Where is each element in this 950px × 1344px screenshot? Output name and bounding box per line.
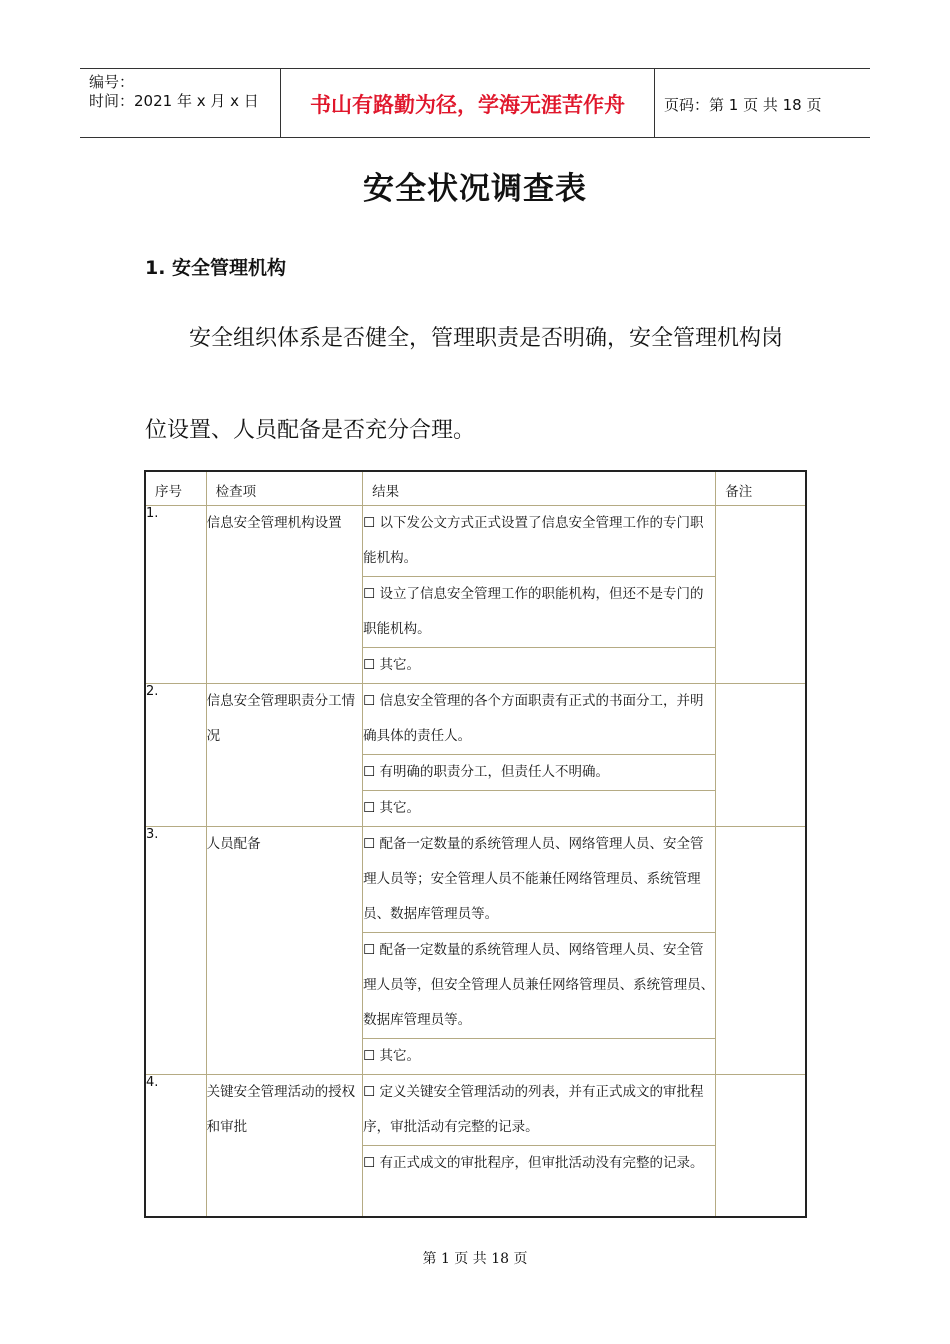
- table-header-row: [145, 471, 806, 505]
- header-cell-item: 检查项: [206, 471, 362, 505]
- result-option[interactable]: ☐ 其它。: [363, 1038, 716, 1074]
- time-label: 时间：2021 年 x 月 x 日: [89, 92, 259, 110]
- survey-table: [144, 470, 807, 1218]
- row-note: [716, 826, 806, 1074]
- page-header: [80, 68, 870, 138]
- document-title: 安全状况调查表: [363, 171, 587, 207]
- result-option[interactable]: ☐ 其它。: [363, 647, 716, 683]
- result-option[interactable]: ☐ 配备一定数量的系统管理人员、网络管理人员、安全管理人员等；安全管理人员不能兼任网络管理员、系统管理员、数据库管理员等。: [363, 826, 716, 932]
- section-paragraph-line-2: 位设置、人员配备是否充分合理。: [145, 418, 476, 443]
- row-check-item: 人员配备: [206, 826, 362, 1074]
- row-number: 2.: [145, 683, 206, 826]
- row-note: [716, 1074, 806, 1217]
- result-option[interactable]: ☐ 定义关键安全管理活动的列表，并有正式成文的审批程序，审批活动有完整的记录。: [363, 1074, 716, 1145]
- result-option[interactable]: ☐ 有正式成文的审批程序，但审批活动没有完整的记录。: [363, 1145, 716, 1217]
- header-motto: 书山有路勤为径，学海无涯苦作舟: [281, 69, 655, 137]
- result-option[interactable]: ☐ 其它。: [363, 790, 716, 826]
- header-meta: [80, 69, 281, 137]
- header-cell-note: 备注: [716, 471, 806, 505]
- table-group-3: [145, 826, 806, 1074]
- number-label: 编号：: [89, 73, 135, 91]
- table-group-4: [145, 1074, 806, 1217]
- row-check-item: 关键安全管理活动的授权和审批: [206, 1074, 362, 1217]
- table-row: [145, 1074, 806, 1145]
- row-number: 1.: [145, 505, 206, 683]
- result-option[interactable]: ☐ 配备一定数量的系统管理人员、网络管理人员、安全管理人员等，但安全管理人员兼任网络管理员、系统管理员、数据库管理员等。: [363, 932, 716, 1038]
- table-row: [145, 505, 806, 576]
- row-check-item: 信息安全管理机构设置: [206, 505, 362, 683]
- header-cell-result: 结果: [363, 471, 716, 505]
- result-option[interactable]: ☐ 信息安全管理的各个方面职责有正式的书面分工，并明确具体的责任人。: [363, 683, 716, 754]
- section-heading: 1. 安全管理机构: [145, 257, 287, 279]
- footer-page-number: 第 1 页 共 18 页: [422, 1251, 528, 1267]
- section-paragraph-line-1: 安全组织体系是否健全，管理职责是否明确，安全管理机构岗: [189, 326, 784, 351]
- table-group-1: [145, 505, 806, 683]
- row-note: [716, 505, 806, 683]
- result-option[interactable]: ☐ 设立了信息安全管理工作的职能机构，但还不是专门的职能机构。: [363, 576, 716, 647]
- result-option[interactable]: ☐ 以下发公文方式正式设置了信息安全管理工作的专门职能机构。: [363, 505, 716, 576]
- table-row: [145, 826, 806, 932]
- row-check-item: 信息安全管理职责分工情况: [206, 683, 362, 826]
- table-group-2: [145, 683, 806, 826]
- table-row: [145, 683, 806, 754]
- header-cell-number: 序号: [145, 471, 206, 505]
- row-note: [716, 683, 806, 826]
- result-option[interactable]: ☐ 有明确的职责分工，但责任人不明确。: [363, 754, 716, 790]
- header-page-info: 页码：第 1 页 共 18 页: [664, 95, 822, 114]
- row-number: 3.: [145, 826, 206, 1074]
- row-number: 4.: [145, 1074, 206, 1217]
